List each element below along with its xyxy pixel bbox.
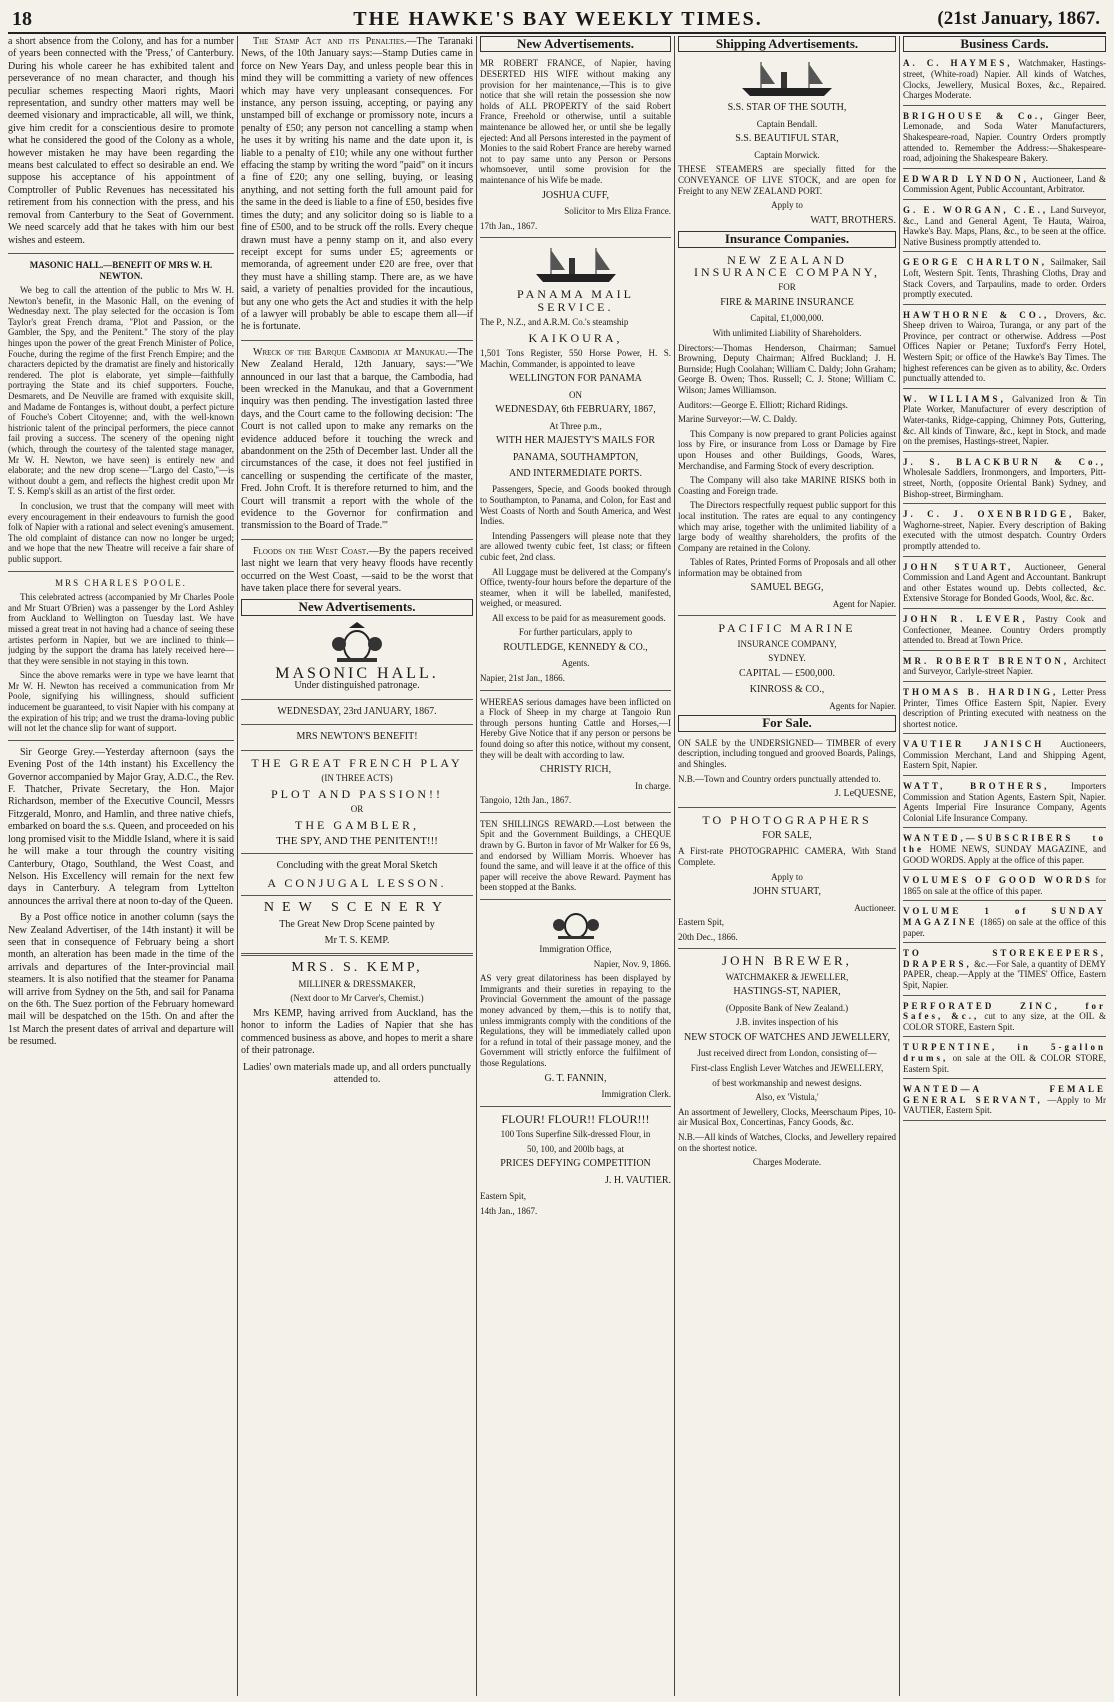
ad-line: Capital, £1,000,000. (750, 313, 824, 324)
business-card (903, 58, 1106, 105)
ad-line: J. LeQUESNE, (834, 788, 896, 800)
column-2 (241, 36, 473, 1696)
business-card-text: cut to any size, at the OIL & COLOR STORE, Eastern Spit. (903, 1011, 1106, 1032)
ad-line: PRICES DEFYING COMPETITION (500, 1158, 651, 1170)
ad-text: Marine Surveyor:—W. C. Daldy. (678, 414, 798, 425)
ad-line: MRS NEWTON'S BENEFIT! (296, 731, 418, 743)
business-card-name: A. C. HAYMES, (903, 58, 1013, 69)
ad-line: PANAMA, SOUTHAMPTON, (512, 451, 639, 463)
ad-line: MRS. S. KEMP, (291, 960, 423, 976)
ad-text: A First-rate PHOTOGRAPHIC CAMERA, With Stand Complete. (678, 846, 896, 868)
business-card-name: VOLUMES OF GOOD WORDS (903, 875, 1093, 886)
ad-line: Concluding with the great Moral Sketch (276, 860, 438, 872)
column-5 (903, 36, 1106, 1696)
ad-line: SAMUEL BEGG, (750, 582, 824, 594)
ad-text: ON SALE by the UNDERSIGNED— TIMBER of every description, including tongued and grooved Boards, Palings, and Shingles. (678, 737, 896, 770)
ad-line: Apply to (771, 871, 803, 882)
ad-line: Eastern Spit, (480, 1190, 526, 1201)
section-heading: Shipping Advertisements. (678, 36, 896, 52)
business-card-text: Importers Commission and Station Agents, Eastern Spit, Napier. Agents Imperial Fire Insurance Company, Agents Colonial Life Insurance Company. (903, 781, 1106, 823)
ad-line: J. H. VAUTIER. (604, 1174, 671, 1186)
business-card-text: Ginger Beer, Lemonade, and Soda Water Manufacturers, Shakespeare-road, Napier. Country Orders promptly attended to. Remember the Address:—Shakespeare-road, adjoining the Shakespeare Bakery. (903, 110, 1106, 164)
section-heading: For Sale. (678, 715, 896, 731)
ad-line: Agents. (561, 658, 590, 669)
business-card-name: JOHN R. LEVER, (903, 613, 1028, 624)
royal-crest-icon (546, 906, 606, 940)
business-card (903, 562, 1106, 609)
business-card-name: HAWTHORNE & CO., (903, 309, 1050, 320)
business-card (903, 687, 1106, 734)
ad-line: Captain Morwick. (754, 149, 820, 160)
section-heading: New Advertisements. (480, 36, 671, 52)
business-card-text: Architect and Surveyor, Carlyle-street Napier. (903, 655, 1106, 677)
ad-line: Apply to (771, 200, 803, 211)
ad-text: N.B.—Town and Country orders punctually attended to. (678, 773, 881, 784)
article-text: —By the papers received last night we learn that very heavy floods have recently occurred on the West Coast, —said to be the worst that have taken place there for several years. (241, 545, 473, 595)
business-card (903, 174, 1106, 200)
ad-line: ROUTLEDGE, KENNEDY & CO., (503, 642, 648, 654)
ad-line: WELLINGTON FOR PANAMA (509, 373, 642, 385)
ad-line: 100 Tons Superfine Silk-dressed Flour, in (500, 1128, 651, 1139)
ad-line: Napier, 21st Jan., 1866. (480, 673, 565, 684)
business-card-text: Watchmaker, Hastings-street, (White-road) Napier. All kinds of Watches, Clocks, Jewellery, Musical Boxes, &c., Repaired. Charges Moderate. (903, 58, 1106, 101)
business-card-name: WANTED—A FEMALE GENERAL SERVANT, (903, 1084, 1106, 1105)
ad-line: THE GREAT FRENCH PLAY (251, 755, 463, 770)
article-text: Since the above remarks were in type we have learnt that Mr W. H. Newton has received a communication from Mr Poole, signifying his willingness, should sufficient inducement be guaranteed, to visit Napier with his company at the expiration of his trip; and we trust the drama-loving public will not let the chance slip for want of support. (8, 670, 234, 734)
ad-text: This Company is now prepared to grant Policies against loss by Fire, or insurance from Loss or Damage by Fire upon Houses and other Buildings, Goods, Wares, Merchandise, and Farming Stock of every description. (678, 428, 896, 471)
ad-title: NEW ZEALAND INSURANCE COMPANY, (693, 252, 881, 279)
ad-text: Auditors:—George E. Elliott; Richard Ridings. (678, 399, 848, 410)
newspaper-title: THE HAWKE'S BAY WEEKLY TIMES. (353, 8, 763, 30)
business-card (903, 948, 1106, 995)
business-card-text: Baker, Waghorne-street, Napier. Every description of Baking executed with the utmost despatch. Country Orders promptly attended to. (903, 509, 1106, 551)
ad-line: FIRE & MARINE INSURANCE (720, 297, 854, 308)
ad-line: PLOT AND PASSION!! (270, 786, 444, 801)
business-card-text: —Apply to Mr VAUTIER, Eastern Spit. (903, 1094, 1106, 1116)
column-rule (476, 36, 477, 1696)
ad-text: AS very great dilatoriness has been displayed by Immigrants and their sureties in repaying to the Provincial Government the amount of the passage money advanced by them,—this is to notify that, unless immigrants comply with the conditions of the Regulations, they will be immediately called upon for a refund in total of their passage money, and the Government will strictly enforce the fulfilment of those Regulations. (480, 973, 671, 1068)
column-rule (674, 36, 675, 1696)
ad-line: Also, ex 'Vistula,' (755, 1092, 819, 1103)
business-card-name: VAUTIER JANISCH (903, 739, 1045, 750)
ad-line: SYDNEY. (768, 653, 806, 664)
page-number: 18 (12, 8, 32, 30)
ad-line: WITH HER MAJESTY'S MAILS FOR (495, 435, 656, 447)
business-card-name: EDWARD LYNDON, (903, 173, 1029, 184)
business-card (903, 257, 1106, 304)
ad-title: JOHN BREWER, (722, 953, 852, 969)
ad-line: FOR (778, 282, 796, 293)
column-rule (237, 36, 238, 1696)
ad-line: ON (569, 389, 582, 400)
business-card-name: MR. ROBERT BRENTON, (903, 655, 1070, 666)
section-heading: Business Cards. (903, 36, 1106, 52)
column-rule (899, 36, 900, 1696)
ad-text: An assortment of Jewellery, Clocks, Meerschaum Pipes, 10-air Musical Box, Concertinas, Fancy Goods, &c. (678, 1106, 896, 1128)
business-card-name: THOMAS B. HARDING, (903, 686, 1059, 697)
ad-line: A CONJUGAL LESSON. (267, 875, 447, 890)
ad-line: (Opposite Bank of New Zealand.) (725, 1002, 849, 1013)
steamship-icon (531, 244, 621, 284)
ad-text: THESE STEAMERS are specially fitted for the CONVEYANCE OF LIVE STOCK, and are open for Freight to any NEW ZEALAND PORT. (678, 164, 896, 196)
ad-line: 50, 100, and 200lb bags, at (527, 1143, 624, 1154)
business-card-name: G. E. WORGAN, C.E., (903, 204, 1049, 215)
ad-line: JOSHUA CUFF, (541, 189, 609, 201)
business-card-name: GEORGE CHARLTON, (903, 257, 1048, 268)
ad-text: Directors:—Thomas Henderson, Chairman; Samuel Browning, Deputy Chairman; Alfred Buckland; J. H. Burnside; Hugh Coolahan; William C. Daldy; John Graham; George B. Owen; Thos. Russell; C. J. Stone; William C. Wilson; James Williamson. (678, 342, 896, 395)
ad-line: Solicitor to Mrs Eliza France. (564, 205, 671, 216)
business-card (903, 457, 1106, 504)
ad-line: At Three p.m., (549, 420, 602, 431)
ad-line: The P., N.Z., and A.R.M. Co.'s steamship (480, 316, 629, 327)
ad-line: First-class English Lever Watches and JEWELLERY, (690, 1063, 884, 1074)
business-card-text: HOME NEWS, SUNDAY MAGAZINE, and GOOD WORDS. Apply at the office of this paper. (903, 844, 1106, 865)
ad-line: KINROSS & CO., (749, 684, 825, 696)
ad-line: For further particulars, apply to (518, 627, 633, 638)
article-text: a short absence from the Colony, and has for a number of years been connected with the 'Press,' of Canterbury. During his whole career he has exhibited talent and perseverance of no mean character, and though his peculiar schemes respecting Maori rights, Maori representation, and sundry other matters may well be deemed visionary and impracticable, all will, we think, give him credit for a conscientious desire to promote what he considered the good of the Colony as a whole, however mistaken he may have been regarding the means best calculated to effect so desirable an end. We suppose his acceptance of his appointment of Comptroller of Public Revenues has necessitated his retirement from his connection with the press, and his removal from Canterbury to the Seat of Government. We need scarcely add that he takes with him our best wishes and esteem. (8, 36, 234, 246)
business-card-text: Land Surveyor, &c., Land and General Agent, Te Hauta, Wairoa, Hawke's Bay. Maps, Plans, &c., to be seen at the office. Native Business promptly attended to. (903, 204, 1106, 247)
business-card (903, 781, 1106, 828)
ad-line: OR (350, 803, 364, 814)
ad-line: Captain Bendall. (756, 118, 818, 129)
ad-line: WATCHMAKER & JEWELLER, (725, 971, 849, 982)
business-card (903, 875, 1106, 901)
ad-text: TEN SHILLINGS REWARD.—Lost between the Spit and the Government Buildings, a CHEQUE drawn by G. Burton in favor of Mr Walker for £6 9s, and endorsed by William Morris. Whoever has found the same, and will leave it at the office of this paper will receive the above Reward. Payment has been stopped at the Banks. (480, 818, 671, 893)
business-card-text: Auctioneers, Commission Merchant, Land and Shipping Agent, Eastern Spit, Napier. (903, 739, 1106, 771)
section-heading: Insurance Companies. (678, 231, 896, 247)
ad-line: Tangoio, 12th Jan., 1867. (480, 795, 572, 806)
ad-line: 20th Dec., 1866. (678, 931, 738, 942)
masthead (8, 6, 1106, 34)
ad-line: INSURANCE COMPANY, (737, 638, 837, 649)
article-text: We beg to call the attention of the public to Mrs W. H. Newton's benefit, in the Masonic Hall, on the evening of Wednesday next. The play selected for the occasion is Tom Taylor's great French drama, "Plot and Passion, or the Gambler, the Spy, and the Penitent." The story of the play hinges upon the power of the great French Minister of Police, Fouche, during the regime of the first French Empire; and the characters depicted by the dramatist are finely and historically rendered. The plot is elaborate, yet simple—faithfully portraying the State and its chief supporters. Fouche, Desmarets, and De Neuville are framed with exquisite skill, and Madame de Fontanges is, without doubt, a perfect picture of Fouche's Cobert Citoyenne; and, with the well-known histrionic talent of the principal performers, the piece cannot fail proving a success. The scenery of the opening night (which, through the courtesy of the talented stage manager, Mr W. H. Newton, we have seen) is entirely new and elaborate; and the new drop scene—"Largo del Casto,"—is without doubt a gem, and reflects the highest credit upon Mr T. S. Kemp's skill as an artist of the first order. (8, 285, 234, 497)
article-heading: MASONIC HALL.—BENEFIT OF MRS W. H. NEWTON. (29, 259, 213, 281)
business-card-text: Wholesale Saddlers, Ironmongers, and Importers, Pitt-street, North, (opposite Oriental Bank) Sydney, and Bishop-street, Birmingham. (903, 467, 1106, 499)
business-card-name: J. S. BLACKBURN & Co., (903, 456, 1106, 467)
ad-line: KAIKOURA, (528, 330, 623, 345)
ad-line: MILLINER & DRESSMAKER, (298, 978, 416, 989)
ad-text: MR ROBERT FRANCE, of Napier, having DESERTED HIS WIFE without making any provision for her maintenance,—This is to give notice that she will retain the possession she now holds of ALL PROPERTY of the said Robert France, Freehold or otherwise, until a suitable maintenance be allowed her, or until she be legally ejected: And all Persons interested in the payment of Monies to the said Robert France are hereby warned not to pay same unto any Person or Persons whomsoever, until some provision for the maintenance of his Wife be made. (480, 58, 671, 185)
business-card (903, 739, 1106, 776)
business-card-text: Pastry Cook and Confectioner, Meanee. Country Orders promptly attended to. Bread at Town Price. (903, 613, 1106, 646)
ad-line: HASTINGS-ST, NAPIER, (733, 986, 841, 998)
article-heading: Floods on the West Coast. (253, 545, 369, 557)
ad-text: WHEREAS serious damages have been inflicted on a Flock of Sheep in my charge at Tangoio Run through persons hunting Cattle and Horses,—I Hereby Give Notice that if any person or persons be found doing so after this notice, without my consent, they will be dealt with according to law. (480, 696, 671, 760)
ad-text: Tables of Rates, Printed Forms of Proposals and all other information may be obtained from (678, 557, 896, 578)
royal-crest-icon (327, 622, 387, 664)
ad-line: In charge. (635, 780, 671, 791)
ad-line: CAPITAL — £500,000. (738, 668, 836, 680)
ad-text: 1,501 Tons Register, 550 Horse Power, H. S. Machin, Commander, is appointed to leave (480, 347, 671, 369)
article-text: By a Post office notice in another column (says the New Zealand Advertiser, of the 14th instant) it will be seen that in consequence of February being a short month, an alteration has been made in the time of the arrivals and departures of the Inter-provincial mail steamers. It is also notified that the steamer for Panama will arrive from Sydney on the 5th, and sail for Panama on the 6th. The Suez portion of the February homeward mail will be despatched on the 15th. On and after the 1st March the present dates of arrival and departure will be resumed. (8, 912, 234, 1048)
business-card-name: W. WILLIAMS, (903, 393, 1006, 404)
ad-line: AND INTERMEDIATE PORTS. (508, 467, 642, 479)
article-heading: Wreck of the Barque Cambodia at Manukau. (253, 346, 448, 358)
business-card (903, 205, 1106, 252)
business-card-name: PERFORATED ZINC, for Safes, &c., (903, 1000, 1106, 1022)
ad-text: Passengers, Specie, and Goods booked through to Southampton, to Panama, and Colon, for East and West Coasts of North and South America, and West Indies. (480, 484, 671, 527)
article-text: —The Taranaki News, of the 10th January says:—Stamp Duties came in force on New Years Day, and unless people bear this in mind they will be committing a variety of new offences which may have very unpleasant consequences. For instance, any person issuing, accepting, or paying any unstamped bill of exchange or promissory note, incurs a penalty of £50; any person not cancelling a stamp when he uses it by writing his name and the date upon it, is liable to a penalty of £10; while any one without further effacing the stamp by writing the word "paid" on it incurs a fine of £20; any one selling, buying, or leasing anything, and not setting forth the full amount paid for the same in the deed is liable to a fine of £50, besides five times the duty; and any solicitor doing so is liable to a fine of £500, and to be struck off the rolls. Every cheque drawn must have a penny stamp on it, and also every receipt except for sums under £5; agreements or memoranda, of agreement under £20 are free, over that they must have a shilling stamp. There are, as we have said, a variety of penalties provided for the incautious, but any one who gets the Act and studies it with the help of a lawyer will probably be able to escape them all—if he is fortunate. (241, 36, 473, 333)
column-3 (480, 36, 671, 1696)
ad-title: FLOUR! FLOUR!! FLOUR!!! (501, 1111, 650, 1126)
ad-text: All Luggage must be delivered at the Company's Office, twenty-four hours before the departure of the steamer, when it will be labelled, manifested, weighed, or measured. (480, 566, 671, 609)
business-card-text: Auctioneer, General Commission and Land Agent and Accountant. Bankrupt and other Estates wound up. Debts collected, &c. Extensive Storage for Bonded Goods, Wool, &c. &c. (903, 561, 1106, 604)
ad-line: Immigration Clerk. (601, 1088, 671, 1099)
business-card-name: TO STOREKEEPERS, DRAPERS, (903, 948, 1106, 969)
section-heading: New Advertisements. (241, 599, 473, 615)
ad-line: CHRISTY RICH, (539, 764, 612, 776)
column-1 (8, 36, 234, 1696)
business-cards-list (903, 58, 1106, 1121)
ad-line: J.B. invites inspection of his (736, 1017, 838, 1028)
ad-line: The Great New Drop Scene painted by (279, 918, 435, 930)
ad-title: PANAMA MAIL SERVICE. (517, 287, 634, 314)
business-card (903, 833, 1106, 870)
article-text: Sir George Grey.—Yesterday afternoon (says the Evening Post of the 14th instant) his Excellency the Governor accompanied by Major Gray, A.D.C., the Rev. F. Thatcher, Private Secretary, the Hon. Major Richardson, member of the Executive Council, Messrs Fitzgerald, Monro, and Hamlin, and three native chiefs, embarked on board the s.s. Queen, and proceeded on his long promised visit to the Middle Island, where it is said he will make a tour through the country visiting Canterbury, Otago, Southland, the West Coast, and Nelson. His Excellency will remain for the next few days in Canterbury. A telegram from Lyttelton announces the arrival there at noon to-day of the Queen. (8, 746, 234, 907)
article-heading: The Stamp Act and its Penalties. (253, 36, 407, 47)
ad-line: Ladies' own materials made up, and all orders punctually attended to. (242, 1061, 472, 1085)
ad-line: Charges Moderate. (752, 1157, 822, 1168)
ad-line: THE GAMBLER, (295, 817, 419, 832)
business-card (903, 394, 1106, 452)
ad-line: WATT, BROTHERS. (810, 214, 896, 226)
business-card (903, 310, 1106, 389)
business-card (903, 1084, 1106, 1121)
article-heading: MRS CHARLES POOLE. (55, 577, 187, 588)
ad-line: G. T. FANNIN, (544, 1072, 607, 1084)
ad-title: PACIFIC MARINE (718, 621, 856, 636)
business-card-name: BRIGHOUSE & Co., (903, 110, 1046, 121)
business-card (903, 509, 1106, 556)
column-4 (678, 36, 896, 1696)
business-card-name: WATT, BROTHERS, (903, 781, 1050, 792)
ad-line: Under distinguished patronage. (294, 680, 420, 692)
ad-line: of best workmanship and newest designs. (712, 1077, 862, 1088)
ad-line: Agents for Napier. (829, 700, 896, 711)
ad-text: Mrs KEMP, having arrived from Auckland, has the honor to inform the Ladies of Napier that she has commenced business as above, and hopes to merit a share of their patronage. (241, 1007, 473, 1057)
business-card-text: Auctioneer, Land & Commission Agent, Public Accountant, Arbitrator. (903, 173, 1106, 195)
ad-line: Auctioneer. (854, 902, 896, 913)
ad-line: NEW SCENERY (263, 900, 451, 916)
business-card-name: TURPENTINE, in 5-gallon drums, (903, 1042, 1106, 1063)
business-card (903, 656, 1106, 682)
ad-title: S.S. STAR OF THE SOUTH, (727, 102, 847, 114)
ad-line: 17th Jan., 1867. (480, 220, 538, 231)
ad-line: FOR SALE, (762, 830, 812, 842)
business-card (903, 614, 1106, 651)
article-text: In conclusion, we trust that the company will meet with every encouragement in their endeavours to furnish the good folk of Napier with a rational and select evening's amusement. The old complaint of distance can now no longer be urged; and we hope that the new Theatre will receive a fair share of public support. (8, 500, 234, 564)
ad-line: 14th Jan., 1867. (480, 1205, 538, 1216)
ad-text: Intending Passengers will please note that they are allowed twenty cubic feet, 1st class; or fifteen cubic feet, 2nd class. (480, 530, 671, 562)
ad-line: JOHN STUART, (752, 886, 822, 898)
ad-line: Agent for Napier. (832, 598, 896, 609)
business-card-text: for 1865 on sale at the office of this paper. (903, 875, 1106, 896)
ad-line: Just received direct from London, consisting of— (697, 1048, 877, 1059)
business-card-text: on sale at the OIL & COLOR STORE, Eastern Spit. (903, 1052, 1106, 1074)
ad-line: NEW STOCK OF WATCHES AND JEWELLERY, (684, 1032, 890, 1044)
ad-text: All excess to be paid for as measurement goods. (492, 612, 666, 623)
steamship-icon (737, 58, 837, 98)
business-card-name: J. C. J. OXENBRIDGE, (903, 509, 1075, 520)
ad-title: TO PHOTOGRAPHERS (702, 812, 872, 827)
business-card-name: VOLUME 1 of SUNDAY MAGAZINE (903, 906, 1106, 927)
business-card-text: Galvanized Iron & Tin Plate Worker, Manufacturer of every description of Water-tanks, Ridge-capping, Chimney Pots, Guttering, &c. All kinds of Tinware, &c., kept in Stock, and made on the premises, Hastings-street, Napier. (903, 393, 1106, 447)
business-card-name: WANTED,—SUBSCRIBERS to the (903, 833, 1106, 855)
ad-title: S.S. BEAUTIFUL STAR, (735, 133, 839, 145)
business-card (903, 906, 1106, 943)
ad-line: WEDNESDAY, 6th FEBRUARY, 1867, (495, 404, 656, 416)
ad-line: With unlimited Liability of Shareholders. (712, 328, 862, 338)
business-card-text: Sailmaker, Sail Loft, Western Spit. Tents, Thrashing Cloths, Dray and Stack Covers, and Tarpaulins, made to order. Orders promptly executed. (903, 257, 1106, 300)
ad-line: Immigration Office, (539, 943, 612, 954)
issue-date: (21st January, 1867. (937, 8, 1100, 29)
ad-text: N.B.—All kinds of Watches, Clocks, and Jewellery repaired on the shortest notice. (678, 1132, 896, 1153)
business-card-text: (1865) on sale at the office of this paper. (903, 917, 1106, 938)
ad-text: The Directors respectfully request public support for this local institution. The rates are equal to any contingency which may arise, together with the unlimited liability of a large body of wealthy shareholders, the profits of the Company are retained in the Colony. (678, 500, 896, 553)
business-card (903, 1042, 1106, 1079)
ad-line: Mr T. S. KEMP. (324, 934, 390, 946)
ad-line: Napier, Nov. 9, 1866. (593, 958, 671, 969)
article-text: —The New Zealand Herald, 12th January, says:—"We announced in our last that a barque, the Cambodia, had been wrecked in the Manukau, and that a Government inquiry was then pending. The investigation lasted three days, and the Court came to the following decision: 'The Court is not called upon to make any remarks on the evidence adduced before it touching the wreck and abandonment on the 25th of December last. Under all the circumstances of the case, it does not feel justified in cancelling or suspending the certificate of the master, Fred. John Croft. It is therefore returned to him, and the Court will transmit a report with the whole of the evidence to the Governor for confirmation and transmission to the Board of Trade.'" (241, 346, 473, 532)
article-text: This celebrated actress (accompanied by Mr Charles Poole and Mr Stuart O'Brien) was a passenger by the Lord Ashley from Auckland to Wellington on Tuesday last. We have missed a great treat in not having had a chance of seeing these artistes perform in Napier, but we are inclined to think—judging by the support the drama has lately received here—that they were sensible in not staying in this town. (8, 592, 234, 666)
business-card (903, 1001, 1106, 1038)
ad-line: WEDNESDAY, 23rd JANUARY, 1867. (277, 705, 437, 717)
business-card-text: Drovers, &c. Sheep driven to Wairoa, Turanga, or any part of the Province, per contract or otherwise. Address —Post Offices Napier or Petane; Tuxford's Ferry Hotel, Western Spit; or office of the Hawke's Bay Times. The highest references can be given as to ability, &c. Orders punctually attended to. (903, 309, 1106, 384)
business-card-name: JOHN STUART, (903, 561, 1014, 572)
business-card-text: Letter Press Printer, Times Office Eastern Spit, Napier. Every description of Printing executed with neatness on the shortest notice. (903, 686, 1106, 729)
ad-line: (IN THREE ACTS) (321, 772, 393, 783)
ad-line: (Next door to Mr Carver's, Chemist.) (290, 993, 424, 1004)
ad-line: THE SPY, AND THE PENITENT!!! (276, 834, 438, 847)
ad-line: Eastern Spit, (678, 917, 724, 928)
business-card-text: &c.—For Sale, a quantity of DEMY PAPER, cheap.—Apply at the 'TIMES' Office, Eastern Spit, Napier. (903, 958, 1106, 990)
ad-text: The Company will also take MARINE RISKS both in Coasting and Foreign trade. (678, 475, 896, 496)
business-card (903, 111, 1106, 169)
venue-title: MASONIC HALL. (275, 664, 439, 682)
